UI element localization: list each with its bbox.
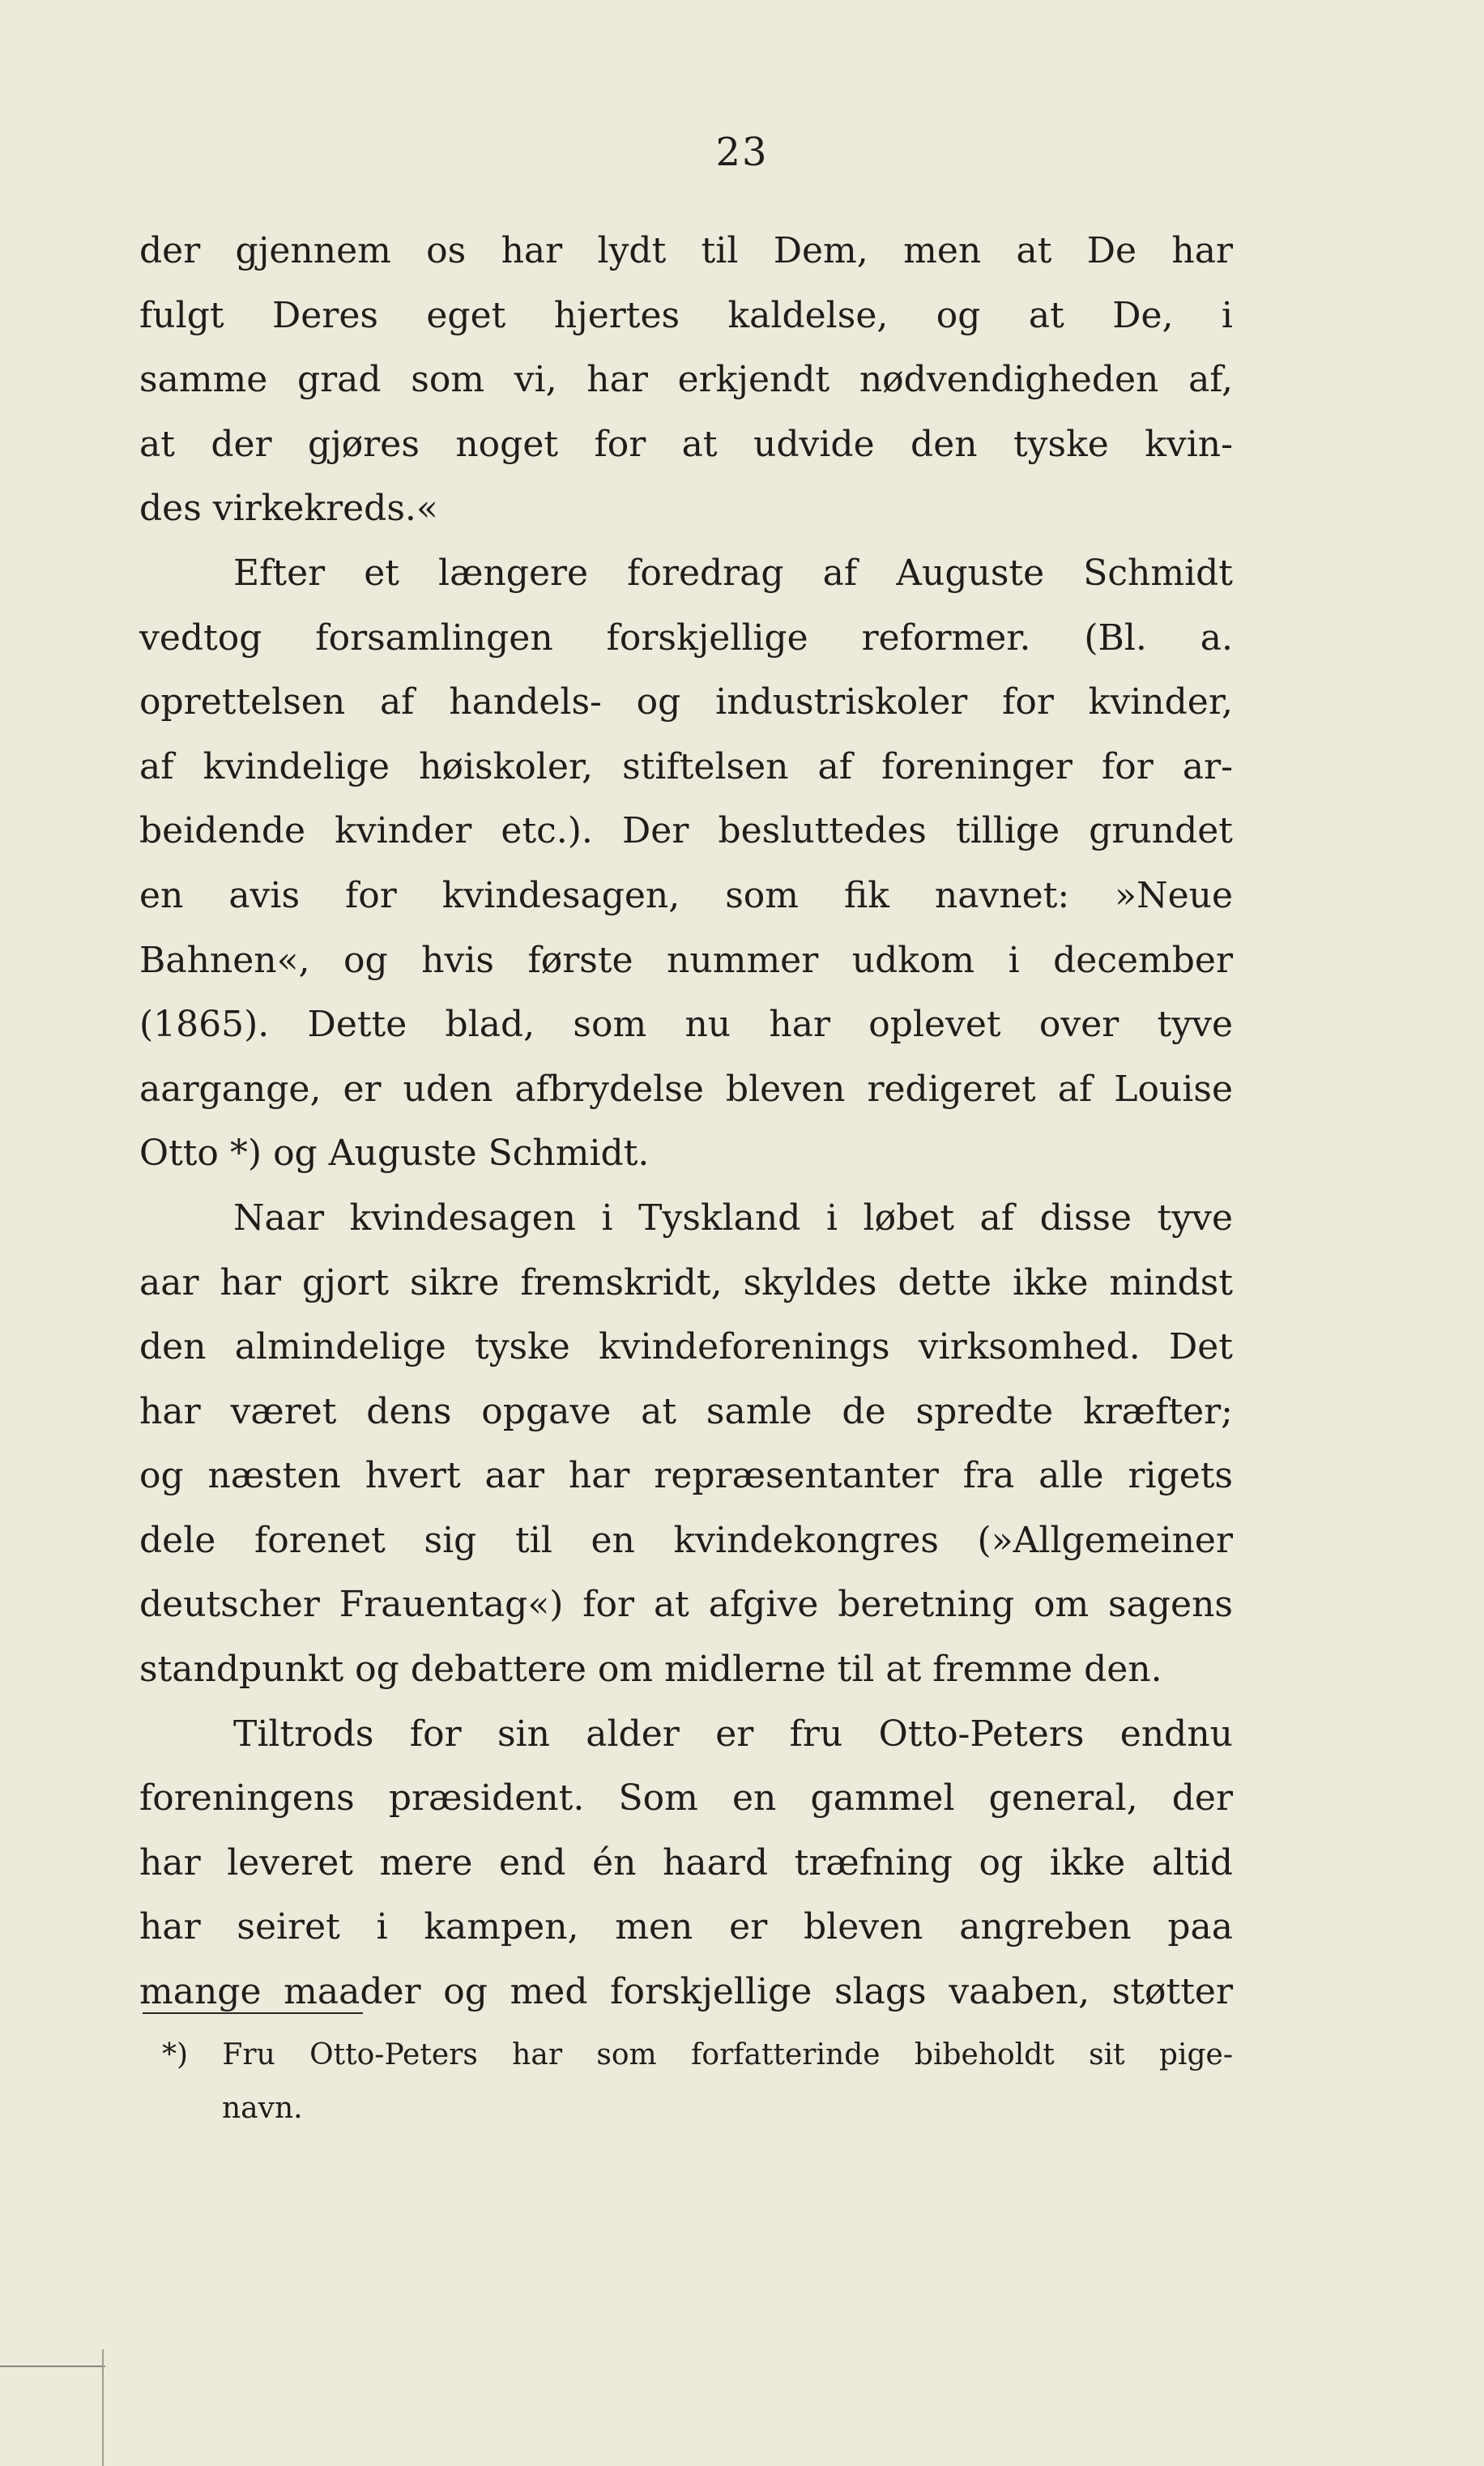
text-line: beidende kvinder etc.). Der besluttedes tillige grundet xyxy=(139,810,1233,852)
text-line: oprettelsen af handels- og industriskoler for kvinder, xyxy=(139,681,1233,723)
margin-rule-horizontal xyxy=(0,2366,105,2367)
text-line: aargange, er uden afbrydelse bleven redigeret af Louise xyxy=(139,1068,1233,1110)
text-line: aar har gjort sikre fremskridt, skyldes dette ikke mindst xyxy=(139,1261,1233,1303)
text-line: har seiret i kampen, men er bleven angreben paa xyxy=(139,1906,1233,1948)
text-line: des virkekreds.« xyxy=(139,488,438,530)
text-line: Naar kvindesagen i Tyskland i løbet af disse tyve xyxy=(233,1197,1233,1239)
text-line: (1865). Dette blad, som nu har oplevet over tyve xyxy=(139,1004,1233,1046)
text-line: en avis for kvindesagen, som fik navnet: »Neue xyxy=(139,874,1233,916)
text-line: af kvindelige høiskoler, stiftelsen af foreninger for ar- xyxy=(139,745,1233,787)
text-line: standpunkt og debattere om midlerne til at fremme den. xyxy=(139,1649,1162,1691)
text-line: og næsten hvert aar har repræsentanter fra alle rigets xyxy=(139,1455,1233,1497)
text-line: har leveret mere end én haard træfning og ikke altid xyxy=(139,1841,1233,1884)
text-line: vedtog forsamlingen forskjellige reformer. (Bl. a. xyxy=(139,616,1233,659)
text-line: har været dens opgave at samle de spredte kræfter; xyxy=(139,1390,1233,1432)
page-number: 23 xyxy=(715,130,769,175)
text-line: mange maader og med forskjellige slags vaaben, støtter xyxy=(139,1971,1233,2013)
text-line: at der gjøres noget for at udvide den tyske kvin- xyxy=(139,423,1233,465)
text-line: Bahnen«, og hvis første nummer udkom i december xyxy=(139,939,1233,981)
text-line: foreningens præsident. Som en gammel general, der xyxy=(139,1777,1233,1820)
text-line: samme grad som vi, har erkjendt nødvendigheden af, xyxy=(139,359,1233,401)
margin-rule-vertical xyxy=(102,2349,104,2466)
text-line: Efter et længere foredrag af Auguste Schmidt xyxy=(233,552,1233,594)
text-line: dele forenet sig til en kvindekongres (»Allgemeiner xyxy=(139,1519,1233,1561)
footnote-divider xyxy=(143,2012,363,2014)
text-line: den almindelige tyske kvindeforenings virksomhed. Det xyxy=(139,1326,1233,1368)
text-line: fulgt Deres eget hjertes kaldelse, og at De, i xyxy=(139,294,1233,336)
body-text xyxy=(139,219,1233,2024)
footnote-line: *) Fru Otto-Peters har som forfatterinde bibeholdt sit pige- xyxy=(162,2038,1233,2071)
text-line: Otto *) og Auguste Schmidt. xyxy=(139,1133,650,1175)
footnote xyxy=(162,2029,1233,2135)
footnote-line: navn. xyxy=(222,2092,303,2125)
text-line: der gjennem os har lydt til Dem, men at De har xyxy=(139,230,1233,271)
text-line: Tiltrods for sin alder er fru Otto-Peters endnu xyxy=(233,1713,1233,1755)
text-line: deutscher Frauentag«) for at afgive beretning om sagens xyxy=(139,1584,1233,1626)
